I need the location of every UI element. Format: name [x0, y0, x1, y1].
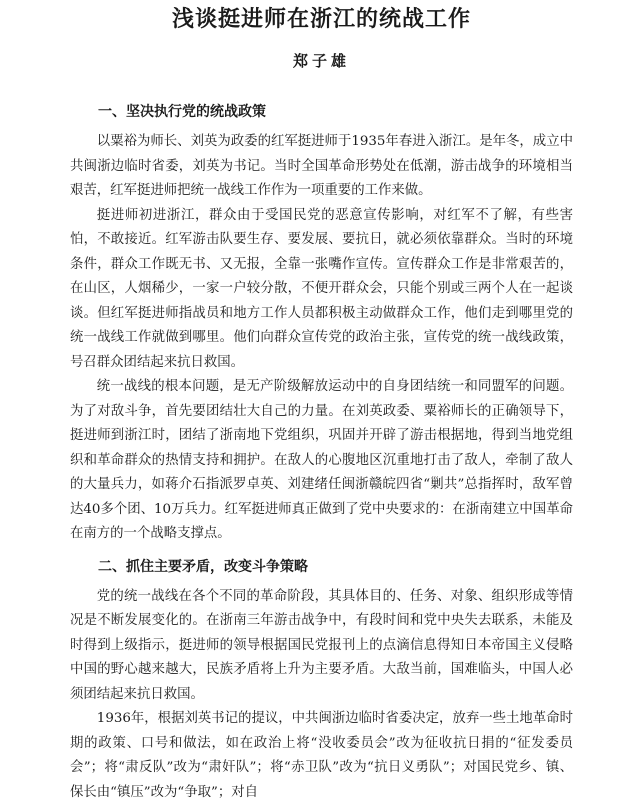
paragraph: 挺进师初进浙江，群众由于受国民党的恶意宣传影响，对红军不了解，有些害怕，不敢接近。红军游击队要生存、要发展、要抗日，就必须依靠群众。当时的环境条件，群众工作既无书、又无报，全靠一张嘴作宣传。宣传群众工作是非常艰苦的，在山区，人烟稀少，一家一户较分散，不便开群众会，只能个别或三两个人在一起谈谈。但红军挺进师指战员和地方工作人员都积极主动做群众工作，他们走到哪里党的统一战线工作就做到哪里。他们向群众宣传党的政治主张，宣传党的统一战线政策，号召群众团结起来抗日救国。	[70, 204, 573, 376]
section-2	[70, 557, 573, 805]
paragraph: 以粟裕为师长、刘英为政委的红军挺进师于1935年春进入浙江。是年冬，成立中共闽浙边临时省委，刘英为书记。当时全国革命形势处在低潮，游击战争的环境相当艰苦，红军挺进师把统一战线工作作为一项重要的工作来做。	[70, 130, 573, 204]
section-heading: 一、坚决执行党的统战政策	[70, 102, 573, 122]
paragraph: 党的统一战线在各个不同的革命阶段，其具体目的、任务、对象、组织形成等情况是不断发展变化的。在浙南三年游击战争中，有段时间和党中央失去联系，未能及时得到上级指示，挺进师的领导根据国民党报刊上的点滴信息得知日本帝国主义侵略中国的野心越来越大，民族矛盾将上升为主要矛盾。大敌当前，国难临头，中国人必须团结起来抗日救国。	[70, 585, 573, 708]
article-title: 浅谈挺进师在浙江的统战工作	[70, 2, 573, 36]
paragraph: 统一战线的根本问题，是无产阶级解放运动中的自身团结统一和同盟军的问题。为了对敌斗争，首先要团结壮大自己的力量。在刘英政委、粟裕师长的正确领导下，挺进师到浙江时，团结了浙南地下党组织，巩固并开辟了游击根据地，得到当地党组织和革命群众的热情支持和拥护。在敌人的心腹地区沉重地打击了敌人，牵制了敌人的大量兵力，如蒋介石指派罗卓英、刘建绪任闽浙赣皖四省“剿共”总指挥时，敌军曾达40多个团、10万兵力。红军挺进师真正做到了党中央要求的：在浙南建立中国革命在南方的一个战略支撑点。	[70, 375, 573, 547]
paragraph: 1936年，根据刘英书记的提议，中共闽浙边临时省委决定，放弃一些土地革命时期的政策、口号和做法，如在政治上将“没收委员会”改为征收抗日捐的“征发委员会”；将“肃反队”改为“肃奸队”；将“赤卫队”改为“抗日义勇队”；对国民党乡、镇、保长由“镇压”改为“争取”；对自	[70, 707, 573, 805]
article-author: 郑子雄	[70, 50, 573, 72]
section-1	[70, 102, 573, 547]
section-heading: 二、抓住主要矛盾，改变斗争策略	[70, 557, 573, 577]
